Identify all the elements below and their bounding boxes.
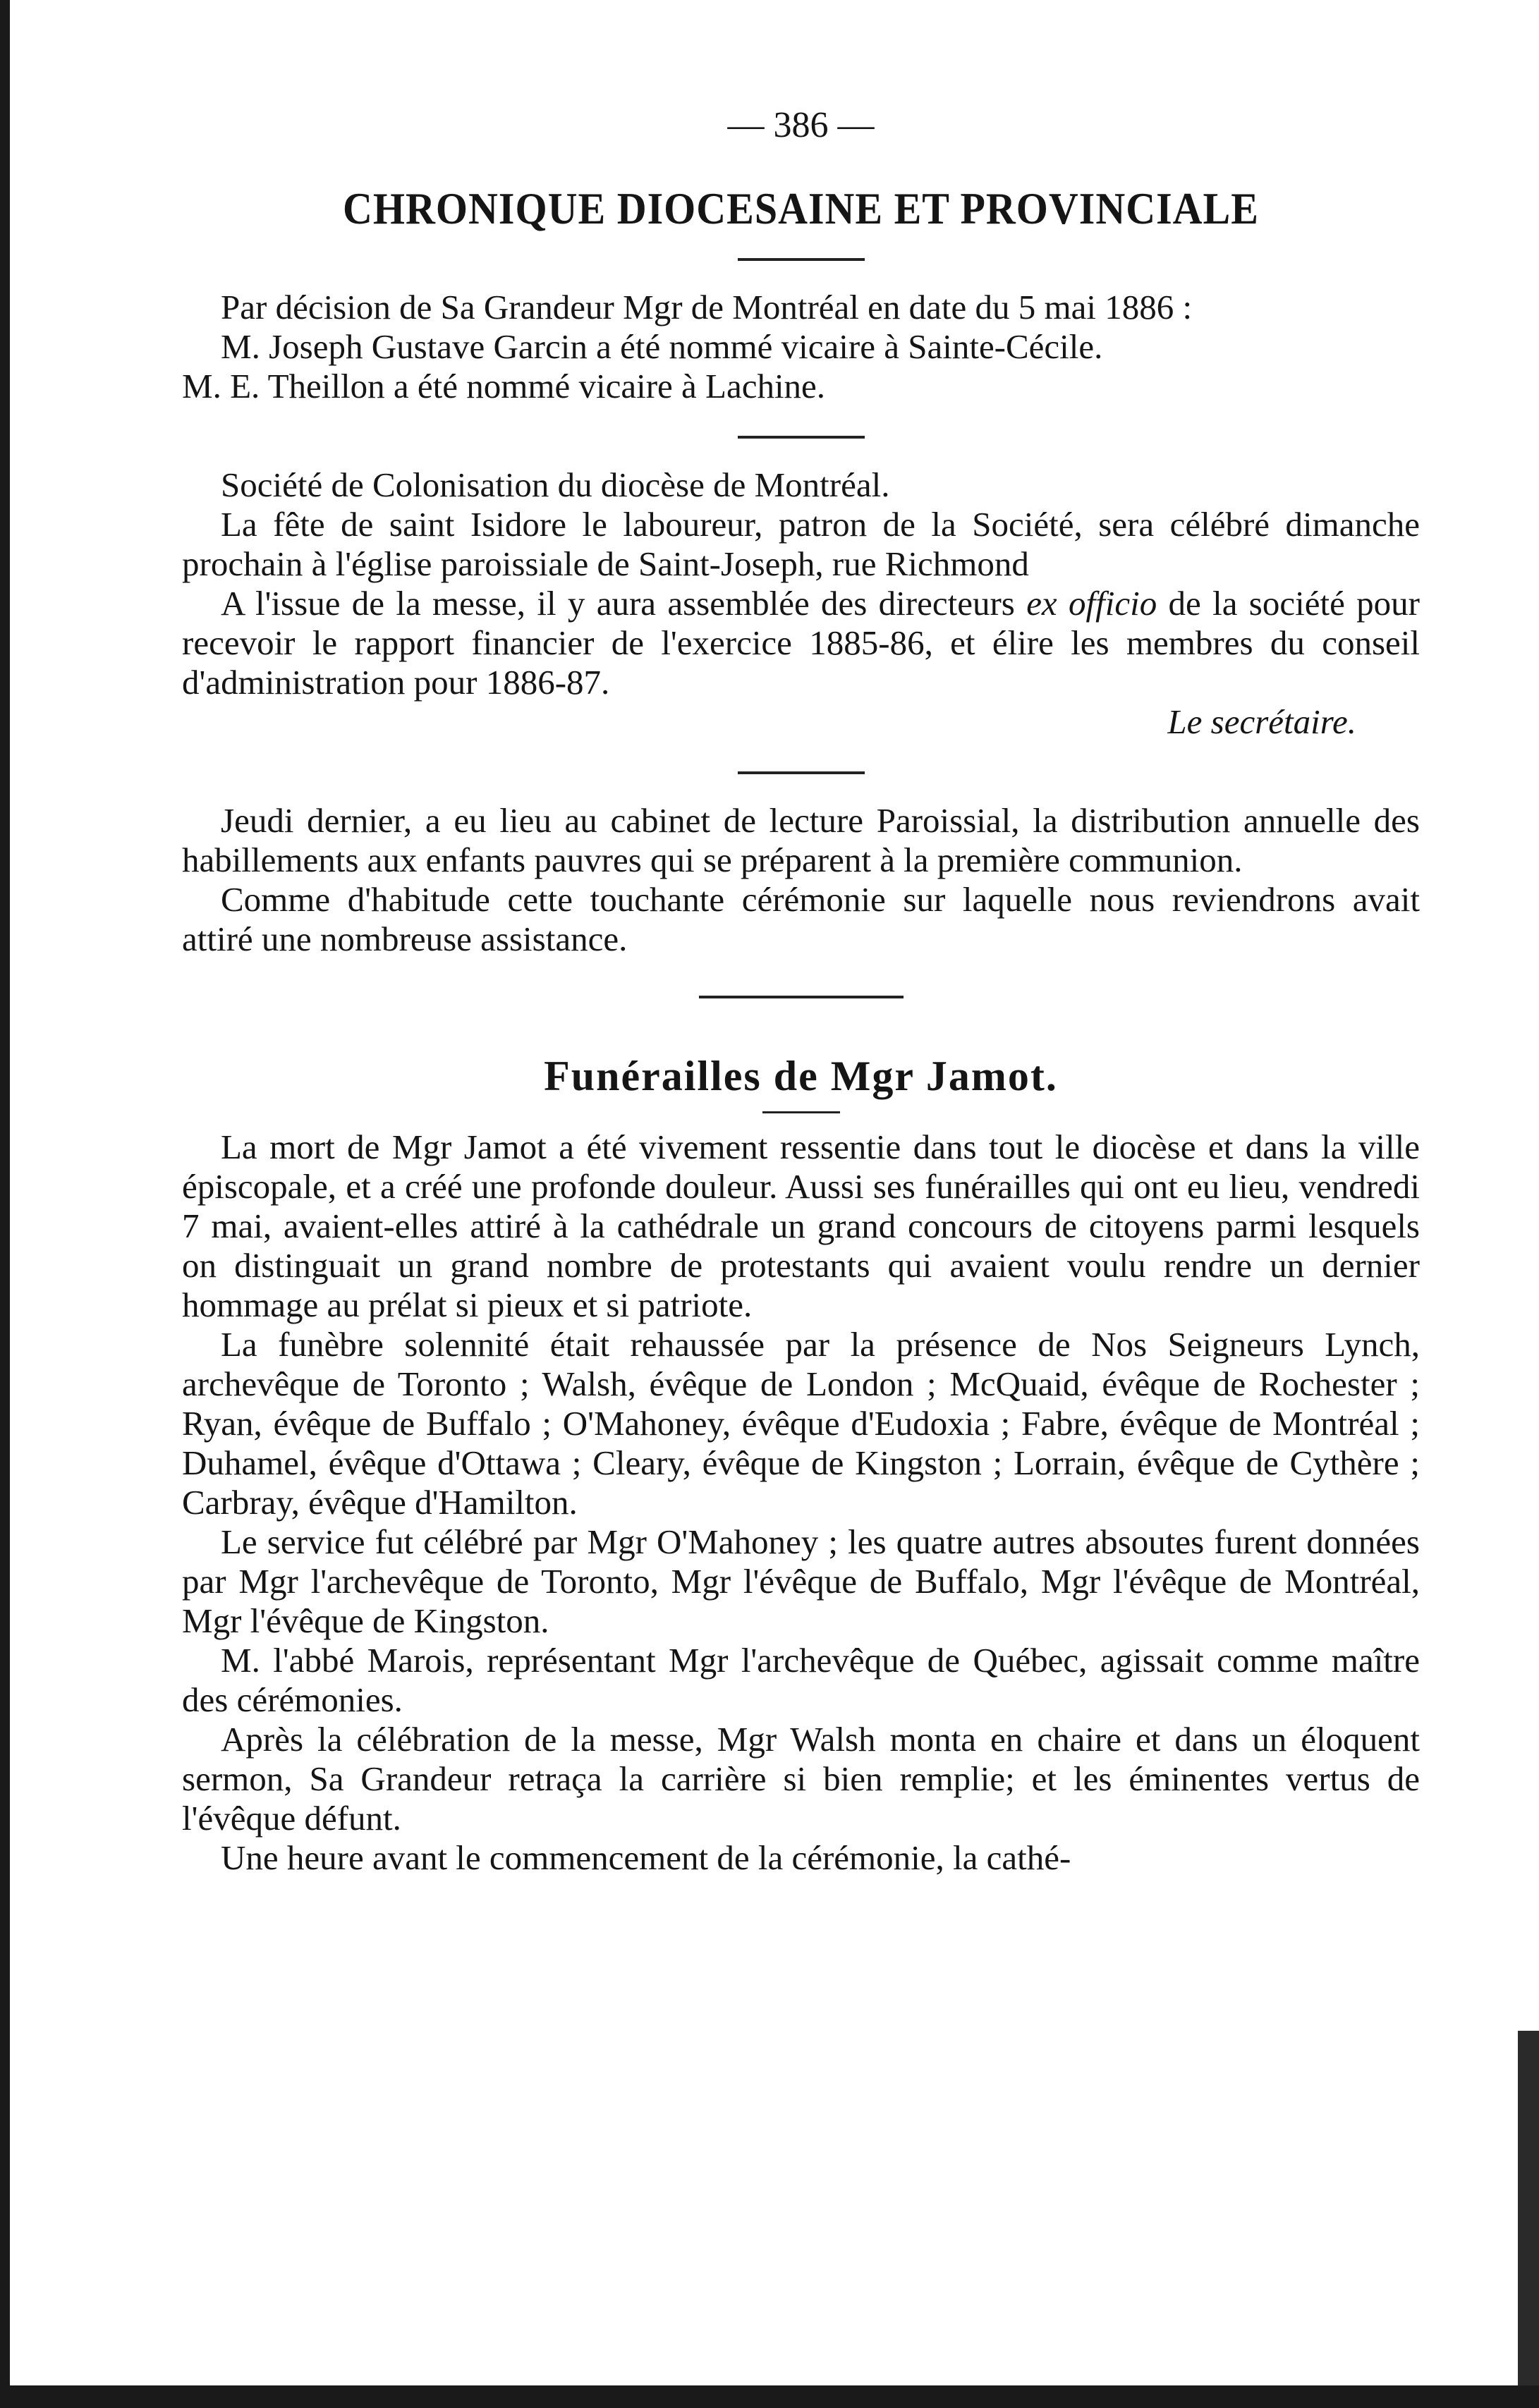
- divider: [738, 436, 865, 439]
- divider: [738, 771, 865, 774]
- paragraph: Après la célébration de la messe, Mgr Walsh monta en chaire et dans un éloquent sermon, Sa Grandeur retraça la carrière si bien remplie; et les éminentes vertus de l'évêque défunt.: [182, 1720, 1420, 1838]
- paragraph: La mort de Mgr Jamot a été vivement ressentie dans tout le diocèse et dans la ville épiscopale, et a créé une profonde douleur. Aussi ses funérailles qui ont eu lieu, vendredi 7 mai, avaient-elles attiré à la cathédrale un grand concours de citoyens parmi lesquels on distinguait un grand nombre de protestants qui avaient voulu rendre un dernier hommage au prélat si pieux et si patriote.: [182, 1127, 1420, 1324]
- latin-phrase: ex officio: [1026, 584, 1157, 623]
- paragraph: La fête de saint Isidore le laboureur, patron de la Société, sera célébré dimanche prochain à l'église paroissiale de Saint-Joseph, rue Richmond: [182, 505, 1420, 583]
- funeral-article: [182, 1127, 1420, 1878]
- divider: [738, 258, 865, 261]
- paragraph-text: A l'issue de la messe, il y aura assemblée des directeurs: [221, 584, 1027, 623]
- paragraph: M. Joseph Gustave Garcin a été nommé vicaire à Sainte-Cécile.: [221, 327, 1103, 366]
- paragraph: Comme d'habitude cette touchante cérémonie sur laquelle nous reviendrons avait attiré une nombreuse assistance.: [182, 880, 1420, 958]
- paragraph: Une heure avant le commencement de la cérémonie, la cathé-: [221, 1838, 1071, 1877]
- paragraph: Jeudi dernier, a eu lieu au cabinet de lecture Paroissial, la distribution annuelle des habillements aux enfants pauvres qui se préparent à la première communion.: [182, 801, 1420, 879]
- article-title: Funérailles de Mgr Jamot.: [544, 1053, 1058, 1099]
- clothing-distribution-notice: [182, 801, 1420, 959]
- paragraph: [182, 584, 1420, 702]
- paragraph: La funèbre solennité était rehaussée par la présence de Nos Seigneurs Lynch, archevêque de Toronto ; Walsh, évêque de London ; McQuaid, évêque de Rochester ; Ryan, évêque de Buffalo ; O'Mahoney, évêque d'Eudoxia ; Fabre, évêque de Montréal ; Duhamel, évêque d'Ottawa ; Cleary, évêque de Kingston ; Lorrain, évêque de Cythère ; Carbray, évêque d'Hamilton.: [182, 1325, 1420, 1522]
- scan-border-left: [0, 0, 10, 2408]
- paragraph: Le service fut célébré par Mgr O'Mahoney ; les quatre autres absoutes furent données par Mgr l'archevêque de Toronto, Mgr l'évêque de Buffalo, Mgr l'évêque de Montréal, Mgr l'évêque de Kingston.: [182, 1522, 1420, 1640]
- paragraph: Par décision de Sa Grandeur Mgr de Montréal en date du 5 mai 1886 :: [221, 288, 1193, 326]
- paragraph: M. l'abbé Marois, représentant Mgr l'archevêque de Québec, agissait comme maître des cérémonies.: [182, 1641, 1420, 1719]
- scan-border-right: [1518, 2031, 1539, 2408]
- page-number: — 386 —: [727, 105, 875, 145]
- appointments-notice: [182, 288, 1420, 406]
- colonisation-notice: [182, 465, 1420, 742]
- page-body: [182, 106, 1420, 1878]
- paragraph: Société de Colonisation du diocèse de Montréal.: [221, 465, 890, 504]
- divider: [699, 996, 904, 998]
- section-heading: CHRONIQUE DIOCESAINE ET PROVINCIALE: [343, 183, 1259, 234]
- divider: [762, 1111, 840, 1113]
- signature: Le secrétaire.: [1167, 702, 1356, 741]
- scan-border-bottom: [0, 2385, 1539, 2408]
- paragraph: M. E. Theillon a été nommé vicaire à Lachine.: [182, 367, 826, 405]
- paragraph-text: de la société pour recevoir le rapport financier de l'exercice 1885-86, et élire les membres du conseil d'administration pour 1886-87.: [182, 584, 1420, 702]
